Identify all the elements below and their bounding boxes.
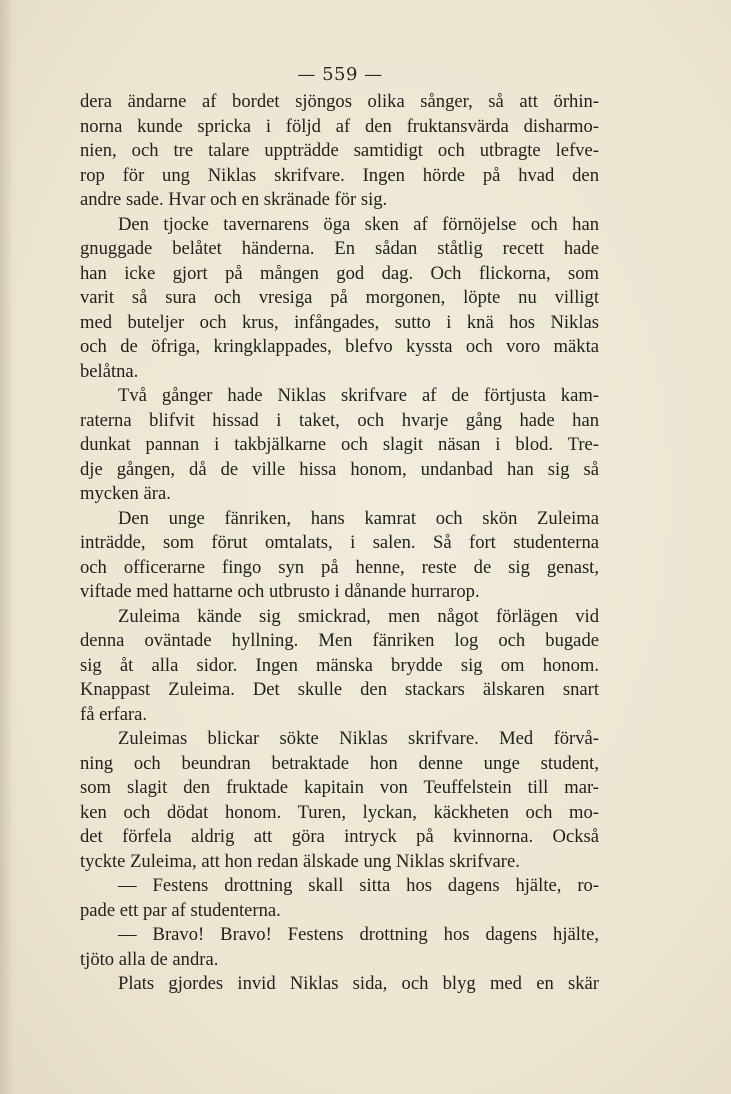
text-line: rop för ung Niklas skrifvare. Ingen hörde på hvad den [80, 164, 599, 186]
text-line: viftade med hattarne och utbrusto i dånande hurrarop. [80, 581, 480, 602]
text-line: och officerarne fingo syn på henne, reste de sig genast, [80, 556, 599, 578]
text-line: Knappast Zuleima. Det skulle den stackars älskaren snart [80, 679, 599, 700]
text-line: — Festens drottning skall sitta hos dagens hjälte, ro- [118, 875, 599, 896]
text-line: Två gånger hade Niklas skrifvare af de förtjusta kam- [118, 385, 599, 406]
text-line: raterna blifvit hissad i taket, och hvarje gång hade han [80, 409, 599, 431]
text-line: och de öfriga, kringklappades, blefvo kyssta och voro mäkta [80, 336, 599, 357]
text-line: dera ändarne af bordet sjöngos olika sånger, så att örhin- [80, 91, 599, 112]
text-line: norna kunde spricka i följd af den fruktansvärda disharmo- [80, 115, 599, 137]
text-line: inträdde, som förut omtalats, i salen. Så fort studenterna [80, 532, 599, 553]
text-line: dunkat pannan i takbjälkarne och slagit näsan i blod. Tre- [80, 434, 599, 455]
text-line: pade ett par af studenterna. [80, 899, 281, 921]
text-line: tyckte Zuleima, att hon redan älskade ung Niklas skrifvare. [80, 850, 520, 872]
text-line: belåtna. [80, 360, 139, 382]
text-line: ning och beundran betraktade hon denne unge student, [80, 752, 599, 774]
text-line: dje gången, då de ville hissa honom, undanbad han sig så [80, 458, 599, 480]
text-line: nien, och tre talare uppträdde samtidigt och utbragte lefve- [80, 140, 599, 161]
text-line: få erfara. [80, 703, 148, 725]
text-line: Den unge fänriken, hans kamrat och skön Zuleima [118, 507, 599, 529]
text-line: Plats gjordes invid Niklas sida, och blyg med en skär [118, 973, 599, 994]
gutter-shadow [0, 0, 14, 1094]
text-line: Zuleimas blickar sökte Niklas skrifvare. Med förvå- [118, 728, 599, 749]
text-line: — Bravo! Bravo! Festens drottning hos dagens hjälte, [118, 924, 599, 945]
text-line: mycken ära. [80, 483, 171, 504]
text-line: varit så sura och vresiga på morgonen, löpte nu villigt [80, 287, 599, 308]
text-line: denna oväntade hyllning. Men fänriken log och bugade [80, 630, 599, 651]
text-line: som slagit den fruktade kapitain von Teuffelstein till mar- [80, 777, 599, 798]
text-line: han icke gjort på mången god dag. Och flickorna, som [80, 262, 599, 284]
text-line: Zuleima kände sig smickrad, men något förlägen vid [118, 605, 599, 627]
text-line: det förfela aldrig att göra intryck på kvinnorna. Också [80, 826, 599, 847]
page-number: — 559 — [297, 64, 383, 85]
text-line: gnuggade belåtet händerna. En sådan ståtlig recett hade [80, 238, 599, 259]
text-line: ken och dödat honom. Turen, lyckan, käckheten och mo- [80, 801, 599, 823]
text-line: sig åt alla sidor. Ingen mänska brydde sig om honom. [80, 654, 599, 676]
text-line: andre sade. Hvar och en skränade för sig. [80, 189, 388, 210]
body-text [80, 90, 599, 997]
text-line: tjöto alla de andra. [80, 948, 219, 970]
text-line: med buteljer och krus, infångades, sutto i knä hos Niklas [80, 311, 599, 333]
text-line: Den tjocke tavernarens öga sken af förnöjelse och han [118, 213, 599, 235]
